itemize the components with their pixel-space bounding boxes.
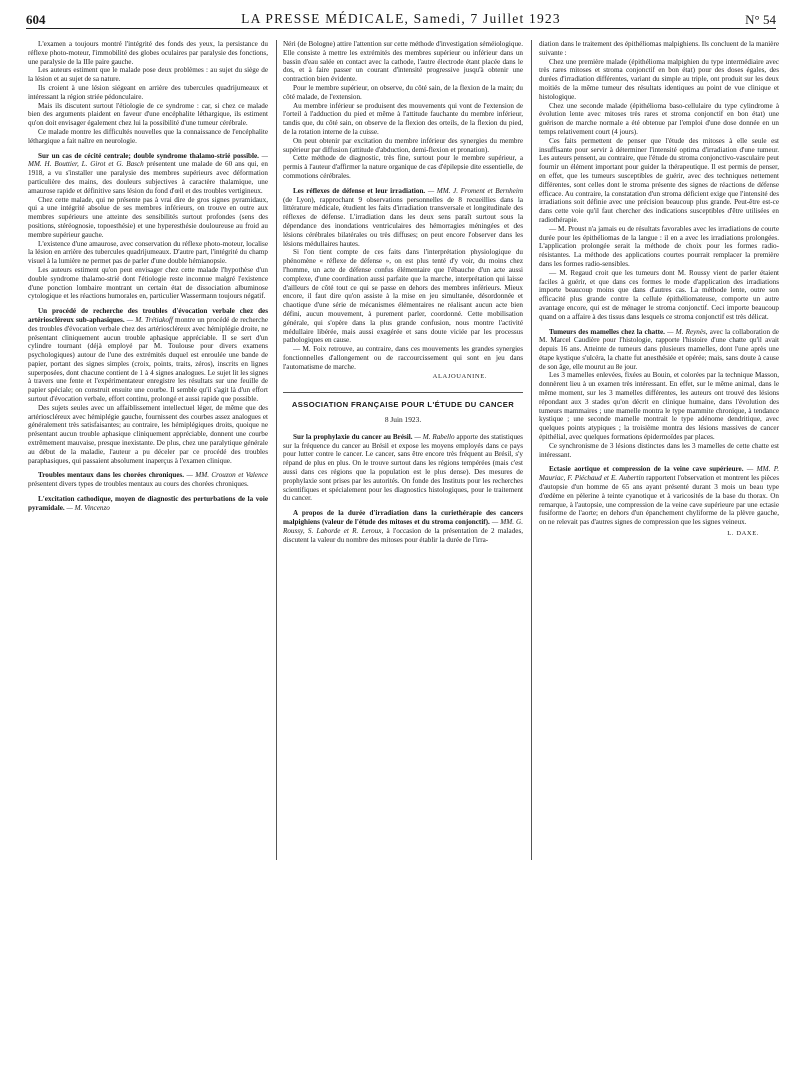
communication-authors: — MM. Crouzon et Valence <box>186 471 268 480</box>
communication <box>283 509 523 544</box>
communication-title: Les réflexes de défense et leur irradiation. <box>293 186 426 195</box>
paragraph: Néri (de Bologne) attire l'attention sur cette méthode d'investigation séméiologique. Elle consiste à mettre les extrémités des membres supérieur ou inférieur dans un bassin d'eau salée en contact avec la cathode, l'autre électrode étant placée dans le dos, et à faire passer un courant d'intensité progressive jusqu'à obtenir une contraction bien évidente. <box>283 40 523 84</box>
communication-authors: — M. Rabello <box>414 432 455 441</box>
paragraph: Chez cette malade, qui ne présente pas à vrai dire de gros signes pyramidaux, qui a une intégrité absolue de ses membres inférieurs, on trouve en outre aux membres supérieurs une atteinte des sensibilités surtout profondes (sens des positions, stéréognosie, topoesthésie) et une hyperesthésie douloureuse au froid au membre supérieur gauche. <box>28 195 268 239</box>
paragraph: Pour le membre supérieur, on observe, du côté sain, de la flexion de la main; du côté malade, de l'extension. <box>283 83 523 101</box>
communication-text: présentent une malade de 60 ans qui, en 1918, a vu s'installer une paralysie des membres supérieurs avec déformation particulière des mains, des douleurs subjectives à caractère thalamique, une amaurose rapide et définitive sans lésion du fond d'œil et des troubles vertigineux. <box>28 160 268 195</box>
communication-authors: — MM. J. Froment et Bernheim <box>427 186 523 195</box>
communication-authors: — M. Reynès, <box>667 327 708 336</box>
paragraph: Ils croient à une lésion siégeant en arrière des tubercules quadrijumeaux et intéressant la région striée pédonculaire. <box>28 83 268 101</box>
communication-authors: — M. Vincenzo <box>66 503 110 512</box>
paragraph: Les auteurs estiment que le malade pose deux problèmes : au sujet du siège de la lésion et au sujet de sa nature. <box>28 66 268 84</box>
paragraph: diation dans le traitement des épithéliomas malpighiens. Ils concluent de la manière suivante : <box>539 40 779 57</box>
paragraph: On peut obtenir par excitation du membre inférieur des synergies du membre supérieur par diffusion (attitude d'abduction, demi-flexion et pronation). <box>283 136 523 154</box>
signature: L. DAXE. <box>727 530 759 538</box>
communication-title: Tumeurs des mamelles chez la chatte. <box>549 327 665 336</box>
paragraph: Les 3 mamelles enlevées, fixées au Bouin, et colorées par la technique Masson, donnèrent lieu à un examen très intéressant. En effet, sur le même animal, dans le même moment, sur les 3 mamelles différentes, les auteurs ont trouvé des lésions répondant aux 3 stades qu'on décrit en clinique humaine, dans l'évolution des tumeurs mammaires ; une mamelle montra le type mammite chronique, à tendance kystique ; une seconde mamelle montrait le type adénome dendritique, avec quelques points atypiques ; la troisième montra des lésions massives de cancer épithélial, avec quelques formations épidermoïdes par places. <box>539 371 779 442</box>
communication-text: à l'occasion de la présentation de 2 malades, discutent la valeur du nombre des mitoses pour établir la durée de l'irra- <box>283 526 523 544</box>
paragraph: — M. Foix retrouve, au contraire, dans ces mouvements les grandes synergies fonctionnelles d'allongement ou de raccourcissement qui sont en jeu dans l'automatisme de marche. <box>283 345 523 371</box>
communication-authors: — MM. H. Bouttier, L. Girot et G. Basch <box>28 151 268 169</box>
communication <box>28 495 268 513</box>
section-date: 8 Juin 1923. <box>384 415 422 425</box>
paragraph: L'examen a toujours montré l'intégrité des fonds des yeux, la persistance du réflexe photo-moteur, l'immobilité des globes oculaires par paralysie des fonctions, une paralysie de la IIIe paire gauche. <box>28 40 268 66</box>
communication-title: Un procédé de recherche des troubles d'évocation verbale chez des artérioscléreux sub-aphasiques. <box>28 307 268 324</box>
communication-text: rapportent l'observation et montrent les pièces d'autopsie d'un homme de 65 ans ayant présenté durant 3 mois un beau type d'œdème en pèlerine à teinte cyanotique et à varicosités de la base du thorax. On remarque, à l'autopsie, une compression de la veine cave supérieure par une ectasie fusiforme de l'aorte; en dehors d'un épanchement chyliforme de la plèvre gauche, on ne relevait pas d'autres signes de compression que les signes veineux. <box>539 474 779 527</box>
communication-authors: — MM. G. Roussy, S. Laborde et R. Leroux, <box>283 518 523 535</box>
communication-title: L'excitation cathodique, moyen de diagnostic des perturbations de la voie pyramidale. <box>28 495 268 512</box>
page-number: 604 <box>26 12 46 27</box>
paragraph: Ce malade montre les difficultés nouvelles que la connaissance de l'encéphalite léthargique a fait naître en neurologie. <box>28 127 268 145</box>
communication-title: Sur un cas de cécité centrale; double syndrome thalamo-strié possible. <box>38 151 259 160</box>
column-divider <box>276 40 277 860</box>
communication <box>28 471 268 489</box>
paragraph: Au membre inférieur se produisent des mouvements qui vont de l'extension de l'orteil à l'adduction du pied et même à l'attitude fauchante du membre inférieur, tandis que, du côté sain, on observe de la flexion des orteils, de la flexion du pied, de la rotation interne de la cuisse. <box>283 101 523 136</box>
communication-text: apporte des statistiques sur la fréquence du cancer au Brésil et expose les moyens employés dans ce pays pour lutter contre le cancer. Le cancer, sans être encore très fréquent au Brésil, s'y répand de plus en plus. On le trouve surtout dans les régions tempérées (mais c'est aussi dans ces régions que la population est le plus dense). Des mesures de prophylaxie sont prises par les autorités. On fonde des Instituts pour les recherches scientifiques et spécialement pour les diagnostics histologiques, pour le traitement du cancer. <box>283 432 523 503</box>
communication-text: présentent divers types de troubles mentaux au cours des chorées chroniques. <box>28 480 249 489</box>
communication-authors: — M. Trétiakoff <box>126 315 173 324</box>
communication-title: Sur la prophylaxie du cancer au Brésil. <box>293 432 413 441</box>
column-divider <box>531 40 532 860</box>
communication-text: montre un procédé de recherche des troubles d'évocation verbale chez des artérioscléreux avec hémiplégie droite, ne présentant cliniquement aucun trouble aphasique appréciable. Il se sert d'un cylindre tournant (déjà employé par M. Toulouse pour divers examens psychologiques) autour de l'une des extrémités duquel est enroulée une bande de papier, portant des signes simples (croix, points, traits, zéros), inscrits en lignes superposées, dont chacune contient de 1 à 4 signes analogues. Le sujet lit les signes à travers une fente et l'expérimentateur enregistre les résultats sur une feuille de papier spéciale; on construit ensuite une courbe. Il semble qu'il s'agit là d'un effort surtout d'évocation verbale, effort continu, prolongé et aussi rapide que possible. <box>28 315 268 404</box>
communication-title: Troubles mentaux dans les chorées chroniques. <box>38 471 185 480</box>
communication <box>283 433 523 503</box>
communication-title: Ectasie aortique et compression de la veine cave supérieure. <box>549 465 744 474</box>
paragraph: Ce synchronisme de 3 lésions distinctes dans les 3 mamelles de cette chatte est intéressant. <box>539 441 779 459</box>
journal-title: LA PRESSE MÉDICALE, Samedi, 7 Juillet 1923 <box>241 11 561 26</box>
paragraph: Ces faits permettent de penser que l'étude des mitoses à elle seule est insuffisante pour servir à déterminer l'intensité optima d'irradiation d'une tumeur. Les auteurs pensent, au contraire, que l'étude du stroma conjonctivo-vasculaire peut fournir un élément important pour guider la thérapeutique. Il est permis de penser, en effet, que les tumeurs susceptibles de guérir, avec des techniques nettement différentes, sont celles dont le stroma présente des signes de réactions de défense efficace. Au contraire, la constatation d'un stroma déficient exige que l'intensité des irradiations soit définie avec une précision beaucoup plus grande. Peut-être est-ce dans cette voie qu'il faut chercher des indications susceptibles d'être utilisées en radiothérapie. <box>539 136 779 224</box>
paragraph: L'existence d'une amaurose, avec conservation du réflexe photo-moteur, localise la lésion en arrière des tubercules quadrijumeaux. D'autre part, l'intégrité du champ visuel à la lumière ne permet pas de parler d'une double hémianopsie. <box>28 239 268 266</box>
page-header <box>26 6 776 29</box>
communication-text: avec la collaboration de M. Marcel Caudière pour l'histologie, rapporte l'histoire d'une chatte qu'il avait depuis 16 ans. Atteinte de tumeurs dans plusieurs mamelles, dont l'une après une étape kystique s'ulcéra, la chatte fut anesthésiée et opérée; mais, sans doute à cause de son âge, elle mourut au 8e jour. <box>539 327 779 371</box>
paragraph: Mais ils discutent surtout l'étiologie de ce syndrome : car, si chez ce malade bien des arguments plaident en faveur d'une encéphalite léthargique, ils estiment qu'on doit envisager également chez lui la possibilité d'une tumeur cérébrale. <box>28 101 268 128</box>
communication-text: (de Lyon), rapprochant 9 observations personnelles de 8 recueillies dans la littérature médicale, étudient les faits d'irradiation transversale et longitudinale des réflexes de défense. L'irradiation dans les deux sens paraît surtout sous la dépendance des inondations ventriculaires des hémorragies méningées et des lésions cérébrales bilatérales ou très diffuses; on peut encore l'observer dans les lésions médullaires hautes. <box>283 195 523 248</box>
communication <box>539 328 779 372</box>
paragraph: — M. Proust n'a jamais eu de résultats favorables avec les irradiations de courte durée pour les épithéliomas de la langue : il en a avec les irradiations prolongées. L'application prolongée serait la méthode de choix pour les formes radio-résistantes. La méthode des applications courtes pourrait remplacer la première dans les formes radio-sensibles. <box>539 224 779 268</box>
paragraph: Des sujets seules avec un affaiblissement intellectuel léger, de même que des artérioscléreux avec hémiplégie gauche, fournissent des courbes assez analogues et généralement très satisfaisantes; au contraire, les hémiplégiques droits, quoique ne présentant aucun trouble aphasique cliniquement appréciable, donnent une courbe extrêmement mauvaise, presque inexistante. De plus, chez une paralytique générale au début de la maladie, l'auteur a pu déceler par ce procédé des troubles paraphasiques, qui passaient absolument inaperçus à l'examen clinique. <box>28 403 268 465</box>
paragraph: Chez une seconde malade (épithélioma baso-cellulaire du type cylindrome à évolution lente avec mitoses très rares et stroma conjonctif en bon état) une guérison de marche normale a été obtenue par l'emploi d'une dose donnée en un temps relativement court (4 jours). <box>539 101 779 136</box>
paragraph: Chez une première malade (épithélioma malpighien du type intermédiaire avec très rares mitoses et stroma conjonctif en bon état) pour des doses égales, des durées d'irradiation différentes, variant du simple au triple, ont produit sur les deux moitiés de la même tumeur des résultats identiques au point de vue clinique et histologique. <box>539 57 779 101</box>
communication-title: A propos de la durée d'irradiation dans la curiethérapie des cancers malpighiens (valeur de l'étude des mitoses et du stroma conjonctif). <box>283 509 523 527</box>
column-1 <box>28 40 268 1062</box>
column-3 <box>539 40 779 1062</box>
paragraph: Les auteurs estiment qu'on peut envisager chez cette malade l'hypothèse d'un double syndrome thalamo-strié dont l'étiologie reste inconnue malgré l'existence d'une ponction lombaire montrant un certain état de dissociation albuminose cytologique et les réactions humorales en, particulier Wassermann toujours négatif. <box>28 265 268 301</box>
communication <box>539 465 779 527</box>
paragraph: — M. Regaud croit que les tumeurs dont M. Roussy vient de parler étaient faciles à guérir, et que dans ces formes le mode d'application des irradiations importe beaucoup moins que dans d'autres cas. La méthode lente, outre son efficacité plus grande contre la cellule épithéliomateuse, comporte un autre avantage encore, qui est de ménager le stroma conjonctif. Ceci importe beaucoup quand on a affaire à des tissus dans lesquels ce stroma conjonctif est très délicat. <box>539 268 779 321</box>
paragraph: Si l'on tient compte de ces faits dans l'interprétation physiologique du phénomène « réflexe de défense », on est plus tenté d'y voir, du moins chez l'homme, un acte de défense confus élémentaire que l'ébauche d'un acte aussi complexe, d'une coordination aussi parfaite que la marche, interprétation qui laisse d'ailleurs de côté tout ce qui se passe en dehors des membres inférieurs. Mieux encore, il faut dire qu'on assiste à la mise en jeu simultanée, désordonnée et chaotique d'une série de mécanismes élémentaires ne réalisant aucun acte bien défini, aucun mouvement, à purement parler, coordonné. Cette mobilisation générale, qui s'opère dans la plus grande confusion, nous montre l'activité médullaire libérée, mais aussi exagérée et sans doute viciée par les processus pathologiques en cause. <box>283 248 523 345</box>
communication <box>283 187 523 249</box>
paragraph: Cette méthode de diagnostic, très fine, surtout pour le membre supérieur, a permis à l'auteur d'affirmer la nature organique de cas d'épilepsie dite essentielle, de commotions cérébrales. <box>283 154 523 180</box>
communication <box>28 307 268 404</box>
communication-authors: — MM. P. Mauriac, F. Piéchaud et E. Aubertin <box>539 465 779 483</box>
column-2 <box>283 40 523 1062</box>
signature: ALAJOUANINE. <box>432 373 487 381</box>
section-title: ASSOCIATION FRANÇAISE POUR L'ÉTUDE DU CANCER <box>283 392 523 410</box>
issue-number: N° 54 <box>745 12 776 27</box>
communication <box>28 152 268 196</box>
